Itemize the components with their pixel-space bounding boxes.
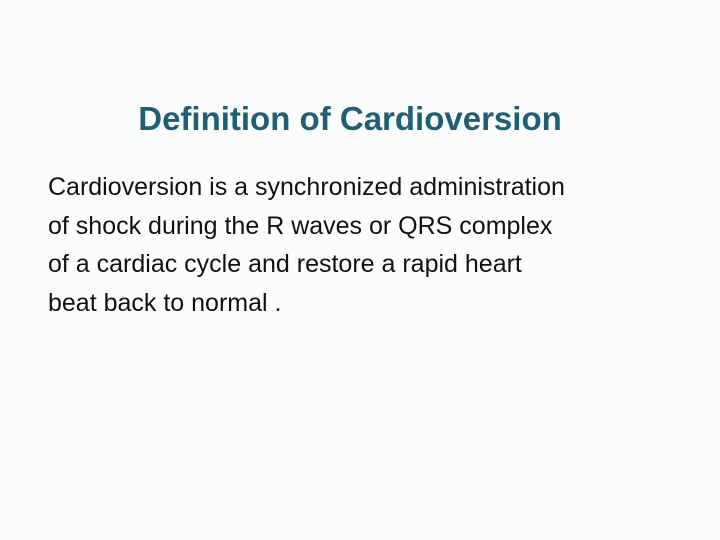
body-line: Cardioversion is a synchronized administration xyxy=(48,173,565,201)
body-line: beat back to normal . xyxy=(48,288,282,317)
body-line: of a cardiac cycle and restore a rapid heart xyxy=(48,250,522,278)
slide-body-text xyxy=(48,168,688,322)
slide-title: Definition of Cardioversion xyxy=(138,100,562,137)
body-line: of shock during the R waves or QRS complex xyxy=(48,211,553,240)
